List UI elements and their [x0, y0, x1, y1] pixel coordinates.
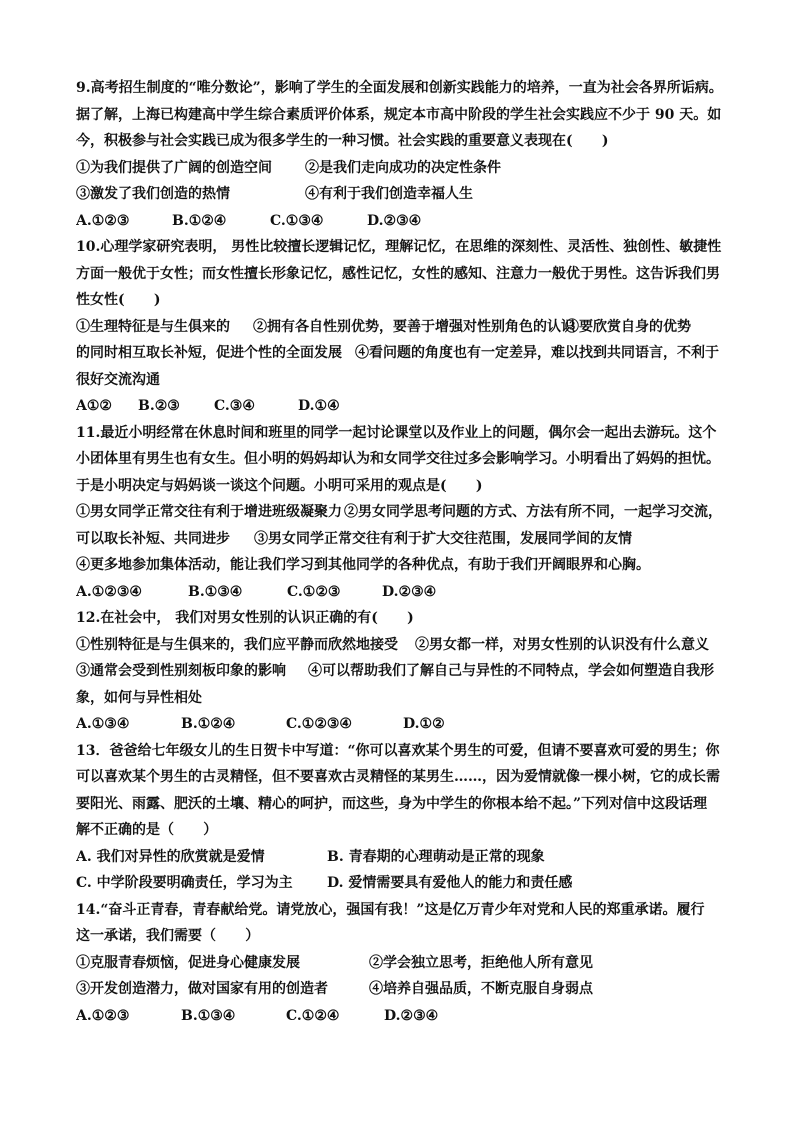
q12-statement-4-cont: 象，如何与异性相处 — [76, 689, 202, 706]
q13-stem-line: 要阳光、雨露、肥沃的土壤、精心的呵护，而这些，身为中学生的你根本给不起。”下列对信中这段话理 — [76, 795, 708, 812]
q10-choice-b: B.②③ — [138, 398, 180, 414]
question-10 — [76, 234, 724, 420]
q10-statement-1: ①生理特征是与生俱来的 — [76, 318, 230, 335]
q12-statement-3: ③通常会受到性别刻板印象的影响 — [76, 663, 286, 679]
q11-choice-b: B.①③④ — [188, 583, 243, 600]
q10-statement-line — [76, 367, 724, 394]
q11-statement-2: ②男女同学思考问题的方式、方法有所不同，一起学习交流， — [344, 504, 722, 520]
q12-choice-b: B.①②④ — [181, 716, 236, 732]
q14-statement-4: ④培养自强品质，不断克服自身弱点 — [369, 981, 593, 997]
q11-statement-1: ①男女同学正常交往有利于增进班级凝聚力 — [76, 504, 342, 520]
q13-choice-line — [76, 844, 724, 871]
q9-stem-line: 据了解，上海已构建高中学生综合素质评价体系，规定本市高中阶段的学生社会实践应不少于 90 天。如 — [76, 106, 722, 123]
q9-stem-line: 今，积极参与社会实践已成为很多学生的一种习惯。社会实践的重要意义表现在( ) — [76, 133, 609, 149]
q12-statement-2: ②男女都一样，对男女性别的认识没有什么意义 — [415, 636, 709, 653]
q11-choice-d: D.②③④ — [382, 583, 437, 600]
q10-statement-3-cont: 的同时相互取长补短，促进个性的全面发展 — [76, 345, 342, 361]
q12-statement-line — [76, 658, 724, 685]
q13-stem-line: 解不正确的是（ ） — [76, 822, 218, 838]
q11-statement-4: ④更多地参加集体活动，能让我们学习到其他同学的各种优点，有助于我们开阔眼界和心胸。 — [76, 557, 650, 573]
q10-stem-line: 方面一般优于女性；而女性擅长形象记忆，感性记忆，女性的感知、注意力一般优于男性。这告诉我们男 — [76, 265, 720, 282]
q11-statement-line — [76, 526, 724, 553]
q14-statement-2: ②学会独立思考，拒绝他人所有意见 — [369, 954, 593, 971]
q14-choices — [76, 1003, 724, 1030]
q12-statement-line — [76, 685, 724, 712]
q13-choice-d: D. 爱情需要具有爱他人的能力和责任感 — [327, 875, 573, 891]
q9-statement-3: ③激发了我们创造的热情 — [76, 186, 230, 202]
q9-choice-d: D.②③④ — [367, 212, 422, 229]
q13-stem-line: 13．爸爸给七年级女儿的生日贺卡中写道：“你可以喜欢某个男生的可爱，但请不要喜欢可爱的男生；你 — [76, 742, 720, 759]
q13-choice-line — [76, 870, 724, 897]
q13-choice-c: C. 中学阶段要明确责任，学习为主 — [76, 875, 293, 891]
q12-stem-line: 12.在社会中， 我们对男女性别的认识正确的有( ) — [76, 610, 414, 626]
q13-stem-line: 可以喜欢某个男生的古灵精怪，但不要喜欢古灵精怪的某男生……，因为爱情就像一棵小树，它的成长需 — [76, 769, 720, 785]
q14-choice-d: D.②③④ — [384, 1007, 439, 1024]
q14-stem-line: 这一承诺，我们需要（ ） — [76, 928, 260, 944]
q10-statement-3: ③要欣赏自身的优势 — [565, 318, 691, 335]
q10-statement-line — [76, 340, 724, 367]
q12-choice-d: D.①② — [403, 716, 445, 732]
q9-statement-2: ②是我们走向成功的决定性条件 — [305, 159, 501, 176]
q10-statement-4: ④看问题的角度也有一定差异，难以找到共同语言，不利于 — [355, 345, 719, 361]
q11-statement-line — [76, 499, 724, 526]
question-9 — [76, 75, 724, 234]
q10-choice-a: A①② — [76, 398, 112, 414]
q9-statement-line — [76, 181, 724, 208]
q14-stem-line: 14.“奋斗正青春，青春献给党。请党放心，强国有我！”这是亿万青少年对党和人民的郑重承诺。履行 — [76, 901, 705, 918]
question-12 — [76, 605, 724, 738]
q11-choice-a: A.①②③④ — [76, 583, 142, 600]
q10-stem-line: 性女性( ) — [76, 292, 161, 308]
question-13 — [76, 738, 724, 897]
q9-choices — [76, 208, 724, 235]
q14-choice-b: B.①③④ — [181, 1007, 236, 1024]
q9-choice-b: B.①②④ — [172, 212, 227, 229]
q10-statement-line — [76, 314, 724, 341]
q12-choices — [76, 711, 724, 738]
q11-statement-line — [76, 552, 724, 579]
q11-stem-line: 小团体里有男生也有女生。但小明的妈妈却认为和女同学交往过多会影响学习。小明看出了妈妈的担忧。 — [76, 451, 720, 467]
q10-statement-2: ②拥有各自性别优势，要善于增强对性别角色的认识 — [253, 318, 575, 335]
q9-statement-1: ①为我们提供了广阔的创造空间 — [76, 159, 272, 176]
q10-choices — [76, 393, 724, 420]
q14-choice-a: A.①②③ — [76, 1007, 130, 1024]
question-11 — [76, 420, 724, 606]
q9-statement-4: ④有利于我们创造幸福人生 — [305, 186, 473, 202]
q14-statement-3: ③开发创造潜力，做对国家有用的创造者 — [76, 981, 328, 997]
q14-choice-c: C.①②④ — [286, 1007, 340, 1024]
q10-statement-4-cont: 很好交流沟通 — [76, 371, 160, 388]
q11-choice-c: C.①②③ — [287, 583, 341, 600]
q12-choice-c: C.①②③④ — [286, 716, 352, 732]
q11-statement-2-cont: 可以取长补短、共同进步 — [76, 530, 230, 547]
q10-stem-line: 10.心理学家研究表明， 男性比较擅长逻辑记忆，理解记忆，在思维的深刻性、灵活性、独创性、敏捷性 — [76, 239, 722, 255]
q12-statement-1: ①性别特征是与生俱来的，我们应平静而欣然地接受 — [76, 636, 398, 653]
q10-choice-d: D.①④ — [298, 398, 340, 414]
question-14 — [76, 897, 724, 1030]
q11-statement-3: ③男女同学正常交往有利于扩大交往范围，发展同学间的友情 — [254, 530, 632, 547]
q10-choice-c: C.③④ — [214, 398, 255, 414]
q12-statement-4: ④可以帮助我们了解自己与异性的不同特点，学会如何塑造自我形 — [308, 663, 714, 679]
q14-statement-1: ①克服青春烦恼，促进身心健康发展 — [76, 954, 300, 971]
q12-choice-a: A.①③④ — [76, 716, 130, 732]
question-list — [76, 75, 724, 1029]
q9-choice-c: C.①③④ — [270, 212, 324, 229]
q9-choice-a: A.①②③ — [76, 212, 130, 229]
q13-choice-a: A. 我们对异性的欣赏就是爱情 — [76, 848, 265, 865]
q14-statement-line — [76, 950, 724, 977]
q9-stem-line: 9.高考招生制度的“唯分数论”，影响了学生的全面发展和创新实践能力的培养，一直为社会各界所诟病。 — [76, 80, 723, 96]
q11-stem-line: 11.最近小明经常在休息时间和班里的同学一起讨论课堂以及作业上的问题，偶尔会一起出去游玩。这个 — [76, 424, 717, 441]
q13-choice-b: B. 青春期的心理萌动是正常的现象 — [327, 848, 545, 865]
q12-statement-line — [76, 632, 724, 659]
q9-statement-line — [76, 155, 724, 182]
q11-stem-line: 于是小明决定与妈妈谈一谈这个问题。小明可采用的观点是( ) — [76, 477, 483, 494]
q11-choices — [76, 579, 724, 606]
q14-statement-line — [76, 976, 724, 1003]
